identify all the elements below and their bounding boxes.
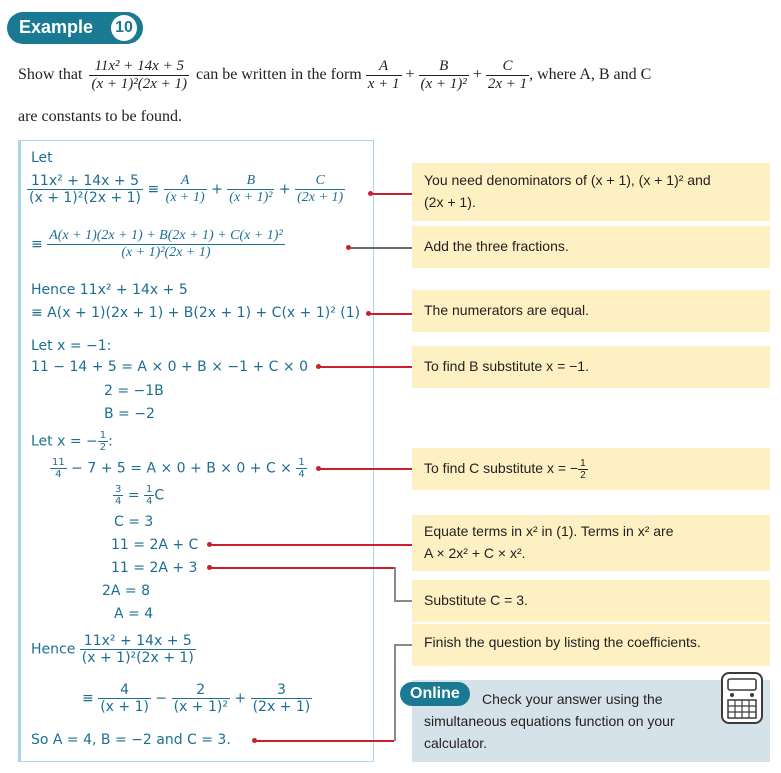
work-sub1-b: 2 = −1B	[104, 383, 164, 399]
work-final: So A = 4, B = −2 and C = 3.	[31, 732, 231, 748]
work-sub2: $\frac{11}{4}$ − 7 + 5 = A × 0 + B × 0 + C × $\frac{1}{4}$	[52, 457, 305, 480]
work-sub1: 11 − 14 + 5 = A × 0 + B × −1 + C × 0	[31, 359, 308, 375]
example-word: Example	[19, 17, 94, 37]
leader-line-8a	[256, 740, 394, 742]
leader-line-7b	[394, 567, 396, 601]
work-eq2: 11 = 2A + 3	[111, 560, 198, 576]
leader-line-2	[350, 247, 412, 249]
work-eq3: 2A = 8	[102, 583, 151, 599]
work-let: Let	[31, 150, 53, 166]
leader-line-7a	[211, 567, 395, 569]
note-finish: Finish the question by listing the coefficients.	[412, 624, 770, 666]
question-fraction: $\frac{\text{11x² + 14x + 5}}{\text{(x + 1)²(2x + 1)}}$	[91, 58, 187, 92]
leader-line-8b	[394, 644, 396, 741]
note-numerators: The numerators are equal.	[412, 290, 770, 332]
work-identity: ≡ A(x + 1)(2x + 1) + B(2x + 1) + C(x + 1)² (1)	[31, 305, 361, 321]
work-line2: ≡ $\frac{\text{A(x + 1)(2x + 1) + B(2x + 1) + C(x + 1)²}}{\text{(x + 1)²(2x + 1)}}$	[31, 228, 283, 260]
online-text: Check your answer using the simultaneous equations function on your calculator.	[424, 691, 675, 751]
leader-line-1	[372, 193, 412, 195]
leader-line-8c	[394, 644, 412, 646]
calculator-icon	[718, 671, 766, 725]
note-add-fractions: Add the three fractions.	[412, 226, 770, 268]
work-hence2: Hence $\frac{\text{11x² + 14x + 5}}{\text{(x + 1)²(2x + 1)}}$	[31, 633, 194, 666]
question: Show that $\frac{\text{11x² + 14x + 5}}{\text{(x + 1)²(2x + 1)}}$ can be written in the form $\frac{A}{x + 1}$ + $\frac{B}{\text{(x + 1)²}}$ + $\frac{C}{2x + 1}$ , where A, B and C	[18, 58, 652, 92]
work-eq1: 11 = 2A + C	[111, 537, 199, 553]
online-badge: Online	[400, 682, 470, 706]
note-denominators: You need denominators of (x + 1), (x + 1)² and (2x + 1).	[412, 163, 770, 221]
work-line1: $\frac{\text{11x² + 14x + 5}}{\text{(x + 1)²(2x + 1)}}$ ≡ $\frac{A}{(x + 1)}$ + $\frac{B}{\text{(x + 1)²}}$ + $\frac{C}{(2x + 1)}$	[29, 173, 344, 206]
note-substitute-c: Substitute C = 3.	[412, 580, 770, 622]
work-eq4: A = 4	[114, 606, 154, 622]
work-let-x2: Let x = − $\frac{1}{2}$ :	[31, 430, 113, 453]
leader-line-5	[320, 468, 412, 470]
work-c-eq: C = 3	[114, 514, 154, 530]
leader-line-4	[320, 366, 412, 368]
leader-line-7c	[394, 600, 412, 602]
note-equate-terms: Equate terms in x² in (1). Terms in x² are A × 2x² + C × x².	[412, 515, 770, 571]
note-find-b: To find B substitute x = −1.	[412, 346, 770, 388]
work-sub1-c: B = −2	[104, 406, 155, 422]
note-find-c: To find C substitute x = − $\frac{1}{2}$	[412, 448, 770, 490]
work-let-x1: Let x = −1:	[31, 338, 112, 354]
leader-line-6	[211, 544, 412, 546]
question-text-form: can be written in the form	[196, 66, 362, 84]
question-line2: are constants to be found.	[18, 108, 182, 125]
work-sub2-b: $\frac{3}{4}$ = $\frac{1}{4}$ C	[115, 484, 165, 507]
example-number: 10	[111, 15, 137, 41]
leader-line-3	[370, 313, 412, 315]
example-badge	[7, 12, 143, 44]
work-result: ≡ $\frac{4}{(x + 1)}$ − $\frac{2}{\text{(x + 1)²}}$ + $\frac{3}{(2x + 1)}$	[82, 682, 311, 715]
question-text-tail: , where A, B and C	[529, 66, 652, 84]
work-hence1: Hence 11x² + 14x + 5	[31, 282, 188, 298]
question-text-show: Show that	[18, 66, 83, 84]
